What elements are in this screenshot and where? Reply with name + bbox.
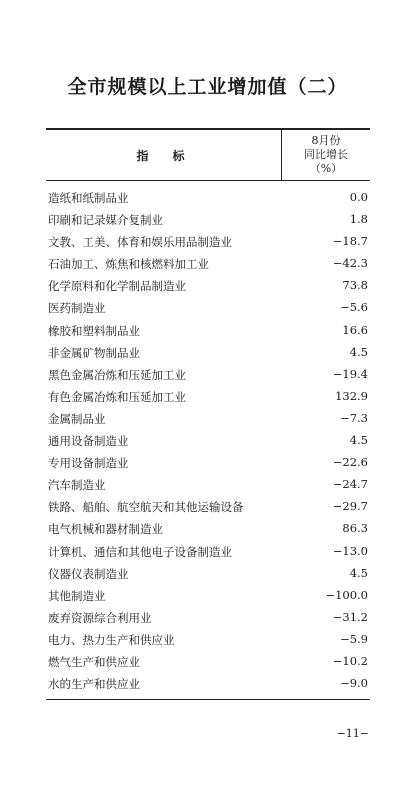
row-value: −5.6 bbox=[340, 300, 368, 315]
row-value: 0.0 bbox=[349, 190, 368, 204]
row-value: 1.8 bbox=[349, 212, 368, 227]
table-row bbox=[46, 541, 370, 563]
table-row bbox=[46, 364, 370, 386]
row-label: 计算机、通信和其他电子设备制造业 bbox=[48, 544, 232, 559]
table-row bbox=[46, 496, 370, 518]
header-growth-line-2: 同比增长 bbox=[304, 148, 348, 161]
table-row bbox=[46, 231, 370, 253]
table-bottom-rule bbox=[46, 699, 370, 700]
row-label: 燃气生产和供应业 bbox=[48, 654, 140, 669]
page-title: 全市规模以上工业增加值（二） bbox=[67, 76, 348, 98]
table-row bbox=[46, 320, 370, 342]
row-label: 医药制造业 bbox=[48, 301, 106, 316]
row-value: 16.6 bbox=[342, 322, 368, 337]
row-label: 有色金属冶炼和压延加工业 bbox=[48, 389, 186, 404]
table-row bbox=[46, 187, 370, 209]
table-row bbox=[46, 651, 370, 673]
row-label: 电力、热力生产和供应业 bbox=[48, 632, 175, 647]
table-row bbox=[46, 209, 370, 231]
row-label: 专用设备制造业 bbox=[48, 456, 129, 471]
table-row bbox=[46, 452, 370, 474]
row-label: 印刷和记录媒介复制业 bbox=[48, 213, 163, 228]
row-value: 4.5 bbox=[349, 433, 368, 448]
header-growth-line-1: 8月份 bbox=[311, 134, 341, 147]
table-row bbox=[46, 297, 370, 319]
row-value: 4.5 bbox=[349, 565, 368, 580]
row-value: −24.7 bbox=[332, 477, 368, 492]
row-label: 电气机械和器材制造业 bbox=[48, 522, 163, 537]
row-label: 文教、工美、体育和娱乐用品制造业 bbox=[48, 235, 232, 250]
table-body bbox=[46, 181, 370, 695]
row-value: −100.0 bbox=[325, 587, 368, 602]
row-label: 通用设备制造业 bbox=[48, 434, 129, 449]
row-value: −22.6 bbox=[332, 455, 368, 470]
table-row bbox=[46, 585, 370, 607]
row-label: 铁路、船舶、航空航天和其他运输设备 bbox=[48, 500, 244, 515]
row-value: −19.4 bbox=[332, 366, 368, 381]
table-header bbox=[46, 130, 370, 181]
row-value: −10.2 bbox=[332, 653, 368, 668]
row-value: 4.5 bbox=[349, 344, 368, 359]
row-label: 石油加工、炼焦和核燃料加工业 bbox=[48, 257, 209, 272]
table-row bbox=[46, 253, 370, 275]
row-value: 132.9 bbox=[335, 388, 368, 403]
row-value: −7.3 bbox=[340, 410, 368, 425]
row-value: −31.2 bbox=[332, 609, 368, 624]
table-row bbox=[46, 518, 370, 540]
row-label: 废弃资源综合利用业 bbox=[48, 610, 152, 625]
page-number: −11− bbox=[336, 727, 369, 740]
row-label: 汽车制造业 bbox=[48, 478, 106, 493]
row-value: −5.9 bbox=[340, 631, 368, 646]
table-row bbox=[46, 430, 370, 452]
table-row bbox=[46, 408, 370, 430]
table-row bbox=[46, 629, 370, 651]
row-label: 橡胶和塑料制品业 bbox=[48, 323, 140, 338]
header-indicator: 指 标 bbox=[136, 148, 191, 163]
table-row bbox=[46, 474, 370, 496]
table-row bbox=[46, 275, 370, 297]
row-value: −18.7 bbox=[332, 234, 368, 249]
row-value: −42.3 bbox=[332, 256, 368, 271]
table-row bbox=[46, 607, 370, 629]
row-label: 黑色金属冶炼和压延加工业 bbox=[48, 367, 186, 382]
row-value: −13.0 bbox=[332, 543, 368, 558]
header-growth bbox=[282, 134, 370, 176]
header-growth-line-3: （%） bbox=[309, 162, 343, 175]
row-label: 非金属矿物制品业 bbox=[48, 345, 140, 360]
row-label: 水的生产和供应业 bbox=[48, 677, 140, 692]
table-row bbox=[46, 673, 370, 695]
row-value: 73.8 bbox=[342, 278, 368, 293]
table-row bbox=[46, 563, 370, 585]
row-value: −29.7 bbox=[332, 499, 368, 514]
table-row bbox=[46, 386, 370, 408]
row-value: −9.0 bbox=[340, 676, 368, 691]
data-table bbox=[46, 128, 370, 700]
row-label: 金属制品业 bbox=[48, 411, 106, 426]
row-label: 化学原料和化学制品制造业 bbox=[48, 279, 186, 294]
row-value: 86.3 bbox=[342, 521, 368, 536]
row-label: 仪器仪表制造业 bbox=[48, 566, 129, 581]
row-label: 其他制造业 bbox=[48, 588, 106, 603]
row-label: 造纸和纸制品业 bbox=[48, 191, 129, 205]
table-row bbox=[46, 342, 370, 364]
